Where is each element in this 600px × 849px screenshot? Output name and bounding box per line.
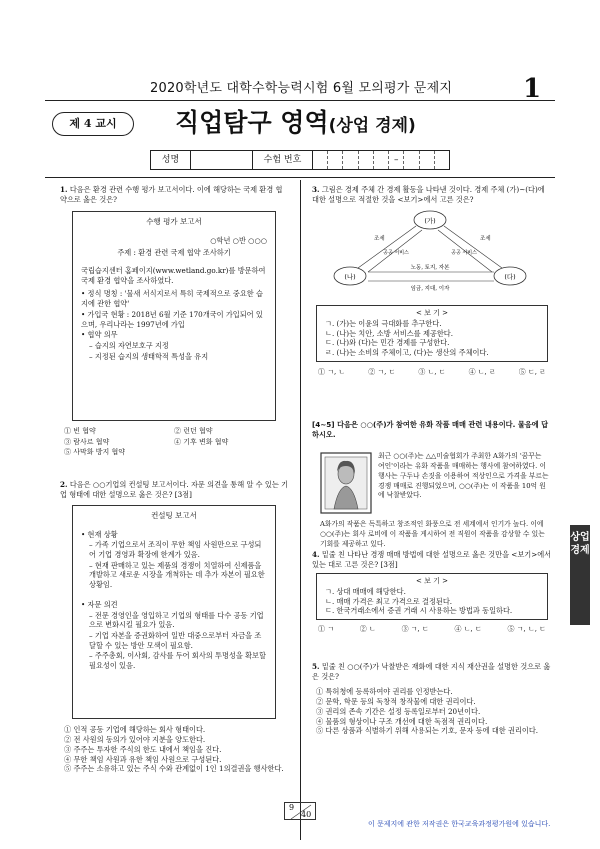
q4-bogi-item: ㄷ. 한국거래소에서 증권 거래 시 사용하는 방법과 동일하다. bbox=[325, 606, 513, 616]
q1-text: 다음은 환경 관련 수행 평가 보고서이다. 이에 해당하는 국제 환경 협약으로 옳은 것은? bbox=[60, 185, 283, 204]
q5-choice-1[interactable]: ① 특허청에 등록하여야 권리를 인정받는다. bbox=[316, 687, 453, 697]
exam-number-cell[interactable] bbox=[420, 151, 435, 169]
q4-choice-3[interactable]: ③ ㄱ, ㄷ bbox=[401, 625, 429, 634]
q1-bullet: – 습지의 자연보호구 지정 bbox=[89, 341, 169, 351]
q5-choice-4[interactable]: ④ 물품의 형상이나 구조 개선에 대한 독점적 권리이다. bbox=[316, 716, 488, 726]
q3-choice-1[interactable]: ① ㄱ, ㄴ bbox=[318, 367, 346, 376]
q1-number: 1. bbox=[60, 185, 68, 194]
page-number: 1 bbox=[523, 74, 542, 104]
q3-choices bbox=[312, 368, 552, 377]
edge-wage-rent-interest: 임금, 지대, 이자 bbox=[410, 286, 450, 293]
q1-bullet: – 지정된 습지의 생태학적 특성을 유지 bbox=[89, 351, 209, 361]
q4-bogi-item: ㄱ. 상대 매매에 해당한다. bbox=[325, 586, 406, 596]
node-da-label: (다) bbox=[504, 273, 516, 282]
subject-side-tab: 상업 경제 bbox=[570, 525, 590, 625]
exam-number-cell[interactable] bbox=[343, 151, 358, 169]
q1-choice-2[interactable]: ② 런던 협약 bbox=[174, 427, 213, 436]
edge-tax-left: 조세 bbox=[374, 236, 385, 243]
q2-number: 2. bbox=[60, 480, 68, 489]
q4-choice-1[interactable]: ① ㄱ bbox=[318, 625, 334, 634]
footer-page-current: 9 bbox=[289, 803, 295, 812]
q1-choice-4[interactable]: ④ 기후 변화 협약 bbox=[174, 437, 229, 446]
q1-box-topic: 주제 : 환경 관련 국제 협약 조사하기 bbox=[117, 248, 231, 258]
q3-bogi-item: ㄱ. (가)는 이윤의 극대화를 추구한다. bbox=[325, 318, 442, 328]
q4-bogi-box bbox=[316, 573, 548, 620]
edge-public-service-left: 공공 서비스 bbox=[383, 250, 409, 257]
arrow-ga-da bbox=[444, 226, 502, 268]
q1-bullet: • 가입국 현황 : 2018년 6월 기준 170개국이 가입되어 있으며, 우리나라는 1997년에 가입 bbox=[81, 309, 263, 329]
q3-bogi-box bbox=[316, 305, 548, 361]
copyright-notice: 이 문제지에 관한 저작권은 한국교육과정평가원에 있습니다. bbox=[368, 820, 551, 828]
q1-choices bbox=[60, 427, 288, 457]
q4-choice-5[interactable]: ⑤ ㄱ, ㄴ, ㄷ bbox=[507, 625, 546, 634]
q2-choices bbox=[60, 725, 288, 774]
q4-choice-2[interactable]: ② ㄴ bbox=[359, 625, 376, 634]
q1-choice-5[interactable]: ⑤ 사막화 방지 협약 bbox=[64, 448, 126, 457]
q1-box-intro: 국립습지센터 홈페이지(www.wetland.go.kr)를 방문하여 국제 환경 협약을 조사하였다. bbox=[81, 266, 266, 285]
q4-choices bbox=[312, 625, 552, 634]
q5-number: 5. bbox=[312, 662, 320, 671]
exam-number-cell[interactable] bbox=[435, 151, 449, 169]
q2-report-box bbox=[72, 505, 276, 719]
q3-number: 3. bbox=[312, 185, 320, 194]
q1-box-meta: ○학년 ○반 ○○○ bbox=[210, 235, 267, 245]
q1-choice-3[interactable]: ③ 람사르 협약 bbox=[64, 437, 110, 446]
q1-bullet: • 정식 명칭 : '물새 서식지로서 특히 국제적으로 중요한 습지에 관한 협약' bbox=[81, 289, 263, 309]
q3-economic-flow-diagram bbox=[312, 208, 552, 303]
content-divider bbox=[45, 177, 555, 178]
q1-report-box bbox=[72, 211, 276, 421]
subject-sub: (상업 경제) bbox=[328, 116, 416, 136]
arrow-na-ga bbox=[358, 226, 416, 268]
q3-choice-3[interactable]: ③ ㄴ, ㄷ bbox=[418, 367, 446, 376]
q3-choice-2[interactable]: ② ㄱ, ㄷ bbox=[368, 367, 396, 376]
period-badge: 제 4 교시 bbox=[52, 112, 134, 136]
q5-choices bbox=[312, 687, 552, 736]
name-exam-number-box bbox=[150, 150, 450, 170]
q2-item: – 기업 자본을 증권화하여 일반 대중으로부터 자금을 조달할 수 있는 방안 모색이 필요함. bbox=[89, 631, 262, 650]
q2-choice-2[interactable]: ② 전 사원의 동의가 있어야 지분을 양도한다. bbox=[64, 735, 206, 745]
q3-choice-4[interactable]: ④ ㄴ, ㄹ bbox=[468, 367, 496, 376]
q1-choice-1[interactable]: ① 빈 협약 bbox=[64, 427, 96, 436]
painting-illustration bbox=[320, 452, 372, 514]
q5-choice-3[interactable]: ③ 권리의 존속 기간은 설정 등록일로부터 20년이다. bbox=[316, 706, 481, 716]
q3-bogi-item: ㄷ. (나)와 (다)는 민간 경제를 구성한다. bbox=[325, 338, 450, 348]
name-field[interactable] bbox=[191, 151, 253, 169]
edge-tax-right: 조세 bbox=[480, 236, 491, 243]
subject-main: 직업탐구 영역 bbox=[175, 108, 329, 137]
q5-choice-2[interactable]: ② 문학, 학문 등의 독창적 창작물에 대한 권리이다. bbox=[316, 697, 476, 707]
q2-item: – 가족 기업으로서 조직이 무한 책임 사원만으로 구성되어 기업 경영과 확장에 한계가 있음. bbox=[89, 540, 262, 559]
q3-bogi-item: ㄹ. (나)는 소비의 주체이고, (다)는 생산의 주체이다. bbox=[325, 348, 489, 358]
q2-item: – 주주총회, 이사회, 감사를 두어 회사의 투명성을 확보할 필요성이 있음. bbox=[89, 651, 266, 671]
q4-number: 4. bbox=[312, 550, 320, 559]
q2-item: – 전문 경영인을 영입하고 기업의 형태를 다수 공동 기업으로 변화시킬 필요가 있음. bbox=[89, 610, 264, 630]
q45-passage bbox=[316, 448, 552, 548]
q3-bogi-title: < 보 기 > bbox=[416, 309, 448, 318]
q1-box-title: 수행 평가 보고서 bbox=[146, 217, 202, 227]
q2-section-heading: • 자문 의견 bbox=[81, 599, 118, 609]
q4-text: 밑줄 친 나타난 경쟁 매매 방법에 대한 설명으로 옳은 것만을 <보기>에서 있는 대로 고른 것은? [3점] bbox=[312, 550, 552, 569]
question-5 bbox=[312, 662, 552, 736]
header-divider bbox=[45, 100, 555, 101]
exam-number-cell[interactable] bbox=[404, 151, 419, 169]
q1-bullet: • 협약 의무 bbox=[81, 330, 118, 340]
question-2 bbox=[60, 480, 288, 774]
footer-page-total: 40 bbox=[301, 810, 312, 819]
exam-title: 2020학년도 대학수학능력시험 6월 모의평가 문제지 bbox=[150, 81, 453, 96]
question-4 bbox=[312, 550, 552, 634]
q2-choice-3[interactable]: ③ 주주는 투자한 주식의 한도 내에서 책임을 진다. bbox=[64, 744, 222, 754]
footer-page-box bbox=[284, 802, 316, 820]
q3-text: 그림은 경제 주체 간 경제 활동을 나타낸 것이다. 경제 주체 (가)~(다)에 대한 설명으로 적절한 것을 <보기>에서 고른 것은? bbox=[312, 185, 545, 204]
q3-choice-5[interactable]: ⑤ ㄷ, ㄹ bbox=[518, 367, 546, 376]
exam-number-cell[interactable] bbox=[328, 151, 343, 169]
q4-bogi-item: ㄴ. 매매 가격은 최고 가격으로 결정된다. bbox=[325, 596, 453, 606]
exam-number-cell[interactable] bbox=[374, 151, 389, 169]
exam-number-label: 수험 번호 bbox=[253, 151, 313, 169]
exam-number-cell[interactable] bbox=[313, 151, 328, 169]
passage-paragraph-2: A화가의 작품은 독특하고 창조적인 화풍으로 전 세계에서 인기가 높다. 이에 ○○(주)는 회사 로비에 이 작품을 게시하여 전 직원이 작품을 감상할 수 있는 기회를 제공하고 있다. bbox=[320, 520, 545, 548]
exam-number-cell[interactable] bbox=[359, 151, 374, 169]
q2-item: – 현재 판매하고 있는 제품의 경쟁이 치열하여 신제품을 개발하고 새로운 시장을 개척하는 데 추가 자본이 필요한 상황임. bbox=[89, 560, 265, 590]
q3-bogi-item: ㄴ. (나)는 치안, 소방 서비스를 제공한다. bbox=[325, 328, 454, 338]
q2-section-heading: • 현재 상황 bbox=[81, 529, 118, 539]
q5-choice-5[interactable]: ⑤ 다른 상품과 식별하기 위해 사용되는 기호, 문자 등에 대한 권리이다. bbox=[316, 726, 539, 736]
node-na-label: (나) bbox=[344, 273, 356, 282]
q5-text: 밑줄 친 ○○(주)가 낙찰받은 재화에 대한 지식 재산권을 설명한 것으로 옳은 것은? bbox=[312, 662, 551, 681]
column-divider bbox=[300, 180, 301, 840]
edge-public-service-right: 공공 서비스 bbox=[451, 250, 477, 257]
passage-paragraph-1: 최근 ○○(주)는 △△미술협회가 주최한 A화가의 '꿈꾸는 여인'이라는 유화 작품을 매매하는 행사에 참여하였다. 이 행사는 구두나 손짓을 이용하여 적상인으로 가격을 부르는 경쟁 매매로 진행되었으며, ○○(주)는 이 작품을 10억 원에 낙찰받았다. bbox=[378, 452, 549, 500]
q2-choice-5[interactable]: ⑤ 주주는 소유하고 있는 주식 수와 관계없이 1인 1의결권을 행사한다. bbox=[64, 764, 284, 774]
q4-choice-4[interactable]: ④ ㄴ, ㄷ bbox=[454, 625, 482, 634]
exam-number-dash: – bbox=[389, 151, 404, 169]
q4-bogi-title: < 보 기 > bbox=[416, 577, 448, 586]
q2-choice-4[interactable]: ④ 무한 책임 사원과 유한 책임 사원으로 구성된다. bbox=[64, 754, 222, 764]
question-1 bbox=[60, 185, 288, 458]
subject-title bbox=[175, 106, 416, 140]
q45-intro: [4~5] 다음은 ○○(주)가 참여한 유화 작품 매매 관련 내용이다. 물음에 답하시오. bbox=[312, 420, 549, 439]
question-3 bbox=[312, 185, 552, 377]
edge-labor-land-capital: 노동, 토지, 자본 bbox=[410, 265, 450, 272]
q2-text: 다음은 ○○기업의 컨설팅 보고서이다. 자문 의견을 통해 알 수 있는 기업 형태에 대한 설명으로 옳은 것은? [3점] bbox=[60, 480, 289, 499]
q2-choice-1[interactable]: ① 인적 공동 기업에 해당하는 회사 형태이다. bbox=[64, 725, 206, 735]
name-label: 성명 bbox=[151, 151, 191, 169]
node-ga-label: (가) bbox=[424, 217, 436, 226]
q2-box-title: 컨설팅 보고서 bbox=[151, 511, 197, 521]
